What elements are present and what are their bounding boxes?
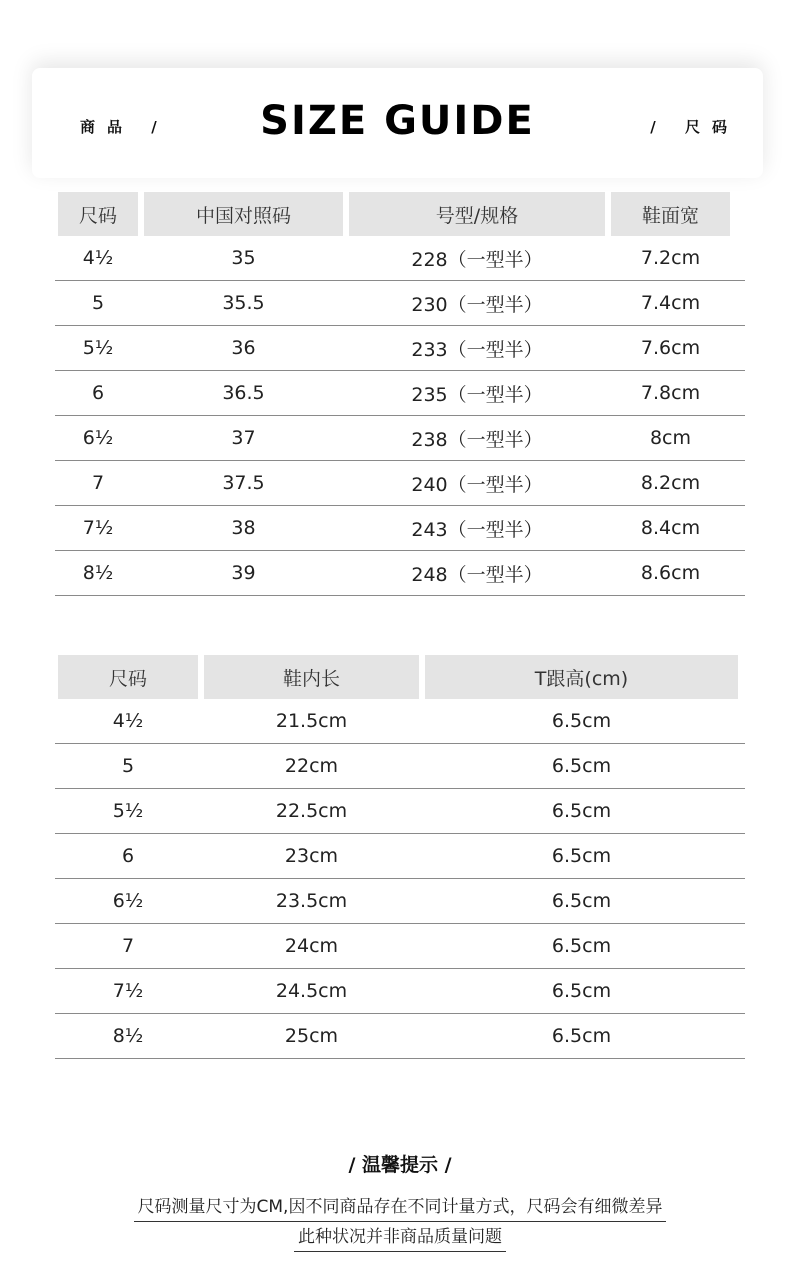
table-cell: 7	[121, 935, 135, 957]
table-row	[55, 1014, 745, 1059]
table-cell: 6.5cm	[551, 935, 612, 957]
table-cell: 7.8cm	[640, 382, 701, 404]
header-left-label: 商品 /	[80, 118, 169, 136]
table-cell: 23.5cm	[275, 890, 348, 912]
column-header: 鞋内长	[204, 655, 419, 699]
table-body	[55, 699, 745, 1059]
column-header: 尺码	[58, 192, 138, 236]
table-cell: 238（一型半）	[411, 428, 543, 451]
table-row	[55, 699, 745, 744]
table-cell: 8.2cm	[640, 472, 701, 494]
table-cell: 25cm	[284, 1025, 339, 1047]
table-header-row	[55, 192, 745, 236]
table-cell: 6.5cm	[551, 800, 612, 822]
table-row	[55, 236, 745, 281]
table-cell: 7	[91, 472, 105, 494]
table-cell: 7.4cm	[640, 292, 701, 314]
table-cell: 6	[121, 845, 135, 867]
table-cell: 6½	[82, 427, 114, 449]
table-cell: 4½	[112, 710, 144, 732]
table-cell: 7½	[82, 517, 114, 539]
table-cell: 233（一型半）	[411, 338, 543, 361]
table-cell: 8½	[112, 1025, 144, 1047]
table-cell: 35	[231, 247, 256, 269]
table-cell: 21.5cm	[275, 710, 348, 732]
table-row	[55, 789, 745, 834]
table-cell: 36.5	[222, 382, 265, 404]
table-row	[55, 326, 745, 371]
table-cell: 230（一型半）	[411, 293, 543, 316]
table-cell: 24cm	[284, 935, 339, 957]
table-row	[55, 461, 745, 506]
table-cell: 235（一型半）	[411, 383, 543, 406]
table-cell: 243（一型半）	[411, 518, 543, 541]
table-cell: 8½	[82, 562, 114, 584]
table-cell: 22cm	[284, 755, 339, 777]
column-header: 鞋面宽	[611, 192, 730, 236]
page-title: SIZE GUIDE	[260, 98, 535, 144]
column-header: T跟高(cm)	[425, 655, 738, 699]
table-cell: 6.5cm	[551, 980, 612, 1002]
table-row	[55, 744, 745, 789]
table-cell: 6.5cm	[551, 710, 612, 732]
table-cell: 36	[231, 337, 256, 359]
table-cell: 38	[231, 517, 256, 539]
size-table-2	[55, 655, 745, 1059]
table-cell: 37.5	[222, 472, 265, 494]
table-row	[55, 834, 745, 879]
tips-line-1	[0, 1192, 800, 1222]
table-row	[55, 969, 745, 1014]
tips-line-2	[0, 1222, 800, 1252]
column-header: 中国对照码	[144, 192, 343, 236]
table-cell: 6.5cm	[551, 890, 612, 912]
column-header: 尺码	[58, 655, 198, 699]
column-header: 号型/规格	[349, 192, 605, 236]
table-body	[55, 236, 745, 596]
table-cell: 6½	[112, 890, 144, 912]
table-cell: 7.2cm	[640, 247, 701, 269]
table-cell: 7½	[112, 980, 144, 1002]
table-row	[55, 924, 745, 969]
table-cell: 35.5	[222, 292, 265, 314]
header-card	[32, 68, 763, 178]
table-cell: 23cm	[284, 845, 339, 867]
table-cell: 37	[231, 427, 256, 449]
table-header-row	[55, 655, 745, 699]
table-cell: 228（一型半）	[411, 248, 543, 271]
table-cell: 22.5cm	[275, 800, 348, 822]
table-cell: 248（一型半）	[411, 563, 543, 586]
table-cell: 6.5cm	[551, 845, 612, 867]
tips-text: 尺码测量尺寸为CM,因不同商品存在不同计量方式，尺码会有细微差异	[134, 1192, 667, 1222]
tips-title: / 温馨提示 /	[348, 1154, 452, 1176]
table-row	[55, 416, 745, 461]
table-cell: 8cm	[649, 427, 692, 449]
table-row	[55, 551, 745, 596]
table-cell: 7.6cm	[640, 337, 701, 359]
table-cell: 5½	[82, 337, 114, 359]
table-row	[55, 281, 745, 326]
table-cell: 5	[91, 292, 105, 314]
tips-text: 此种状况并非商品质量问题	[294, 1222, 506, 1252]
table-row	[55, 371, 745, 416]
size-table-1	[55, 192, 745, 596]
table-cell: 8.4cm	[640, 517, 701, 539]
table-cell: 5	[121, 755, 135, 777]
table-cell: 240（一型半）	[411, 473, 543, 496]
table-cell: 4½	[82, 247, 114, 269]
header-right-label: / 尺码	[650, 118, 739, 136]
table-cell: 6	[91, 382, 105, 404]
table-cell: 39	[231, 562, 256, 584]
table-cell: 24.5cm	[275, 980, 348, 1002]
table-row	[55, 879, 745, 924]
table-cell: 6.5cm	[551, 755, 612, 777]
table-cell: 8.6cm	[640, 562, 701, 584]
table-cell: 5½	[112, 800, 144, 822]
table-cell: 6.5cm	[551, 1025, 612, 1047]
table-row	[55, 506, 745, 551]
